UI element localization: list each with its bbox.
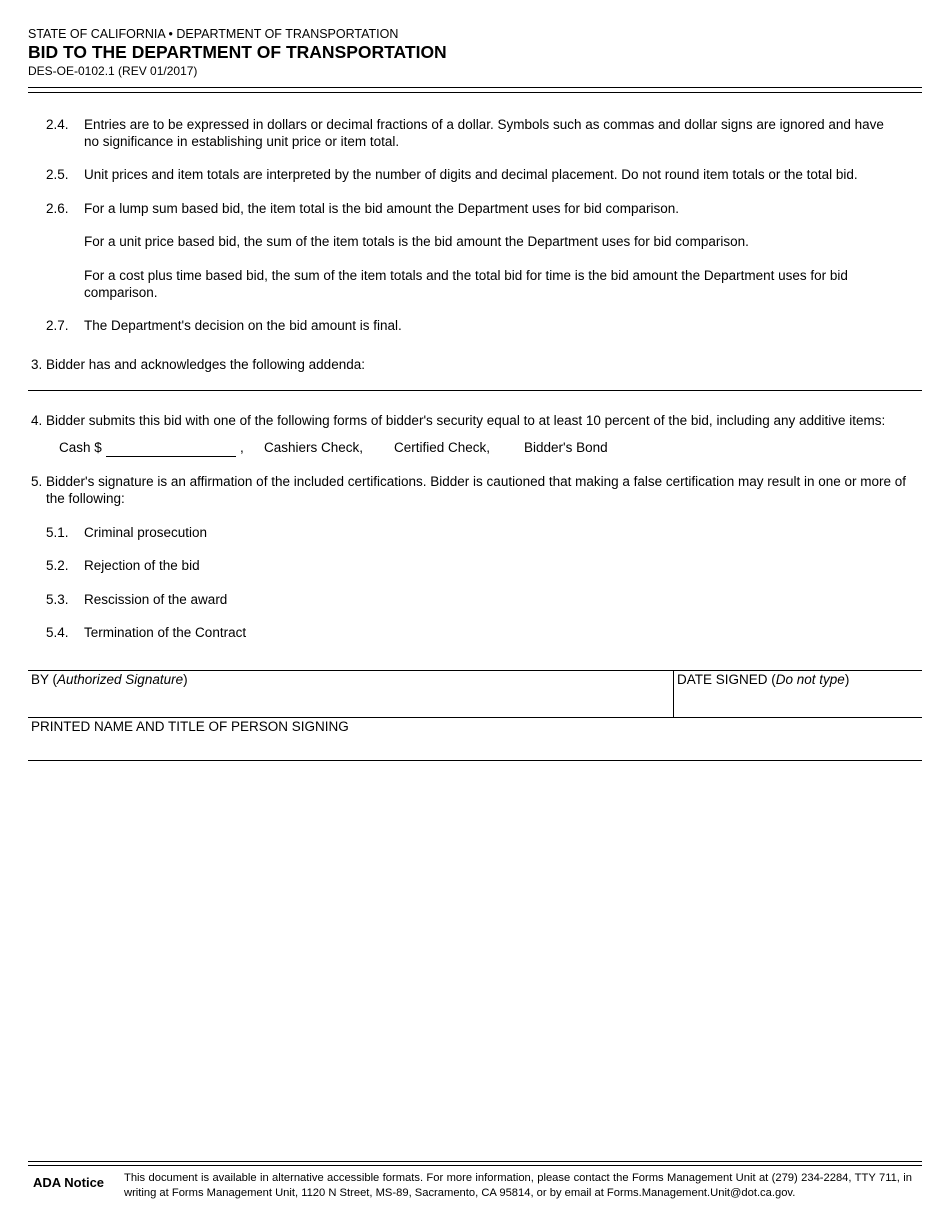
item-text: The Department's decision on the bid amount is final. — [84, 318, 402, 333]
printed-name-label: PRINTED NAME AND TITLE OF PERSON SIGNING — [31, 719, 349, 734]
certified-check-option: Certified Check, — [394, 440, 491, 455]
signature-bottom-rule — [28, 760, 922, 761]
item-number: 4. — [31, 413, 43, 428]
header-rule-bottom — [28, 92, 922, 93]
item-text: For a lump sum based bid, the item total is the bid amount the Department uses for bid comparison. — [84, 201, 680, 216]
item-number: 2.4. — [46, 117, 69, 132]
cash-comma: , — [240, 440, 244, 455]
item-text: Rejection of the bid — [84, 558, 200, 573]
item-number: 2.6. — [46, 201, 69, 216]
signature-date-divider — [673, 670, 674, 717]
form-title: BID TO THE DEPARTMENT OF TRANSPORTATION — [28, 42, 447, 62]
form-number: DES-OE-0102.1 (REV 01/2017) — [28, 64, 198, 78]
item-text: Entries are to be expressed in dollars or decimal fractions of a dollar. Symbols such as commas and dollar signs are ignored and have no significance in establishing unit price or item total. — [84, 117, 884, 149]
date-signed-label: DATE SIGNED (Do not type) — [677, 672, 850, 687]
header-rule-top — [28, 87, 922, 88]
item-text: Rescission of the award — [84, 592, 228, 607]
printed-name-field[interactable] — [28, 737, 921, 759]
ada-notice-text: This document is available in alternative accessible formats. For more information, please contact the Forms Management Unit at (279) 234-2284, TTY 711, in writing at Forms Management Unit, 1120 N Street, MS-89, Sacramento, CA 95814, or by email at Forms.Management.Unit@dot.ca.gov. — [124, 1172, 912, 1199]
item-number: 5.3. — [46, 592, 69, 607]
item-2-6-cost-plus-paragraph: For a cost plus time based bid, the sum of the item totals and the total bid for time is the bid amount the Department uses for bid comparison. — [84, 268, 848, 300]
item-text: Bidder submits this bid with one of the following forms of bidder's security equal to at least 10 percent of the bid, including any additive items: — [46, 413, 886, 428]
item-text: Termination of the Contract — [84, 625, 247, 640]
cash-amount-line[interactable] — [106, 456, 236, 457]
bidders-bond-option: Bidder's Bond — [524, 440, 608, 455]
item-number: 3. — [31, 357, 43, 372]
item-text: Bidder has and acknowledges the following addenda: — [46, 357, 365, 372]
signature-middle-rule — [28, 717, 922, 718]
item-number: 5.4. — [46, 625, 69, 640]
ada-notice-label: ADA Notice — [33, 1175, 105, 1190]
item-text: Unit prices and item totals are interpreted by the number of digits and decimal placement. Do not round item totals or the total bid. — [84, 167, 858, 182]
addenda-input-line[interactable] — [28, 390, 922, 391]
date-signed-field[interactable] — [675, 690, 921, 716]
item-text: Bidder's signature is an affirmation of the included certifications. Bidder is cautioned that making a false certification may result in one or more of the following: — [46, 474, 907, 506]
signature-block-top-rule — [28, 670, 922, 671]
item-number: 5.2. — [46, 558, 69, 573]
cashiers-check-option: Cashiers Check, — [264, 440, 364, 455]
authorized-signature-field[interactable] — [28, 690, 672, 716]
authorized-signature-label: BY (Authorized Signature) — [31, 672, 188, 687]
footer-rule-top — [28, 1161, 922, 1162]
cash-option-label: Cash $ — [59, 440, 102, 455]
footer-rule-bottom — [28, 1165, 922, 1166]
item-text: Criminal prosecution — [84, 525, 208, 540]
item-number: 2.5. — [46, 167, 69, 182]
item-number: 2.7. — [46, 318, 69, 333]
item-number: 5. — [31, 474, 43, 489]
agency-name: STATE OF CALIFORNIA • DEPARTMENT OF TRANSPORTATION — [28, 27, 399, 41]
item-2-6-unit-price-paragraph: For a unit price based bid, the sum of the item totals is the bid amount the Department uses for bid comparison. — [84, 234, 749, 249]
item-number: 5.1. — [46, 525, 69, 540]
